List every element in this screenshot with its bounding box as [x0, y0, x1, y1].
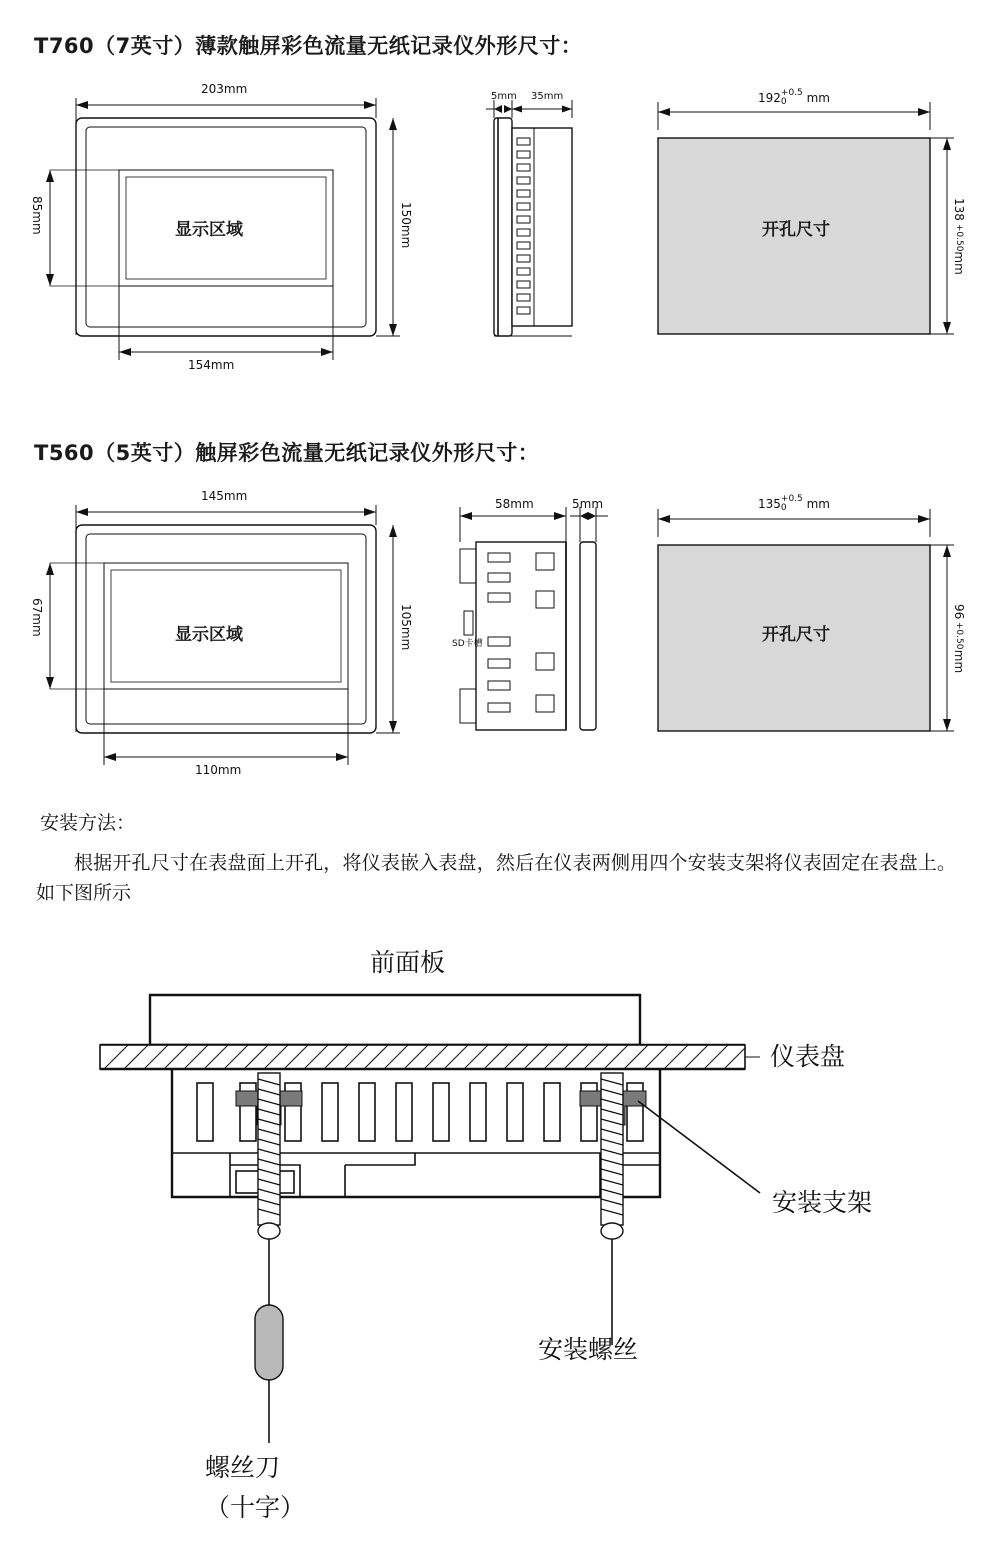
- bracket-label: 安装支架: [772, 1188, 873, 1217]
- t560-front-width-dim: 145mm: [201, 489, 248, 503]
- front-panel-label: 前面板: [370, 948, 446, 977]
- t760-cutout-width-unit: mm: [806, 91, 830, 105]
- screwdriver-label: 螺丝刀: [205, 1453, 281, 1482]
- t760-side-front-thickness-dim: 5mm: [491, 91, 517, 102]
- t560-cutout-height-tol-lower: 0: [954, 644, 964, 650]
- t560-cutout-height-unit: mm: [952, 649, 966, 674]
- t560-cutout-height-dim: [952, 604, 966, 673]
- install-heading: 安装方法：: [40, 812, 136, 834]
- t760-cutout-width-dim: [758, 89, 830, 107]
- t560-display-height-dim: 67mm: [30, 598, 44, 637]
- t760-cutout-height-unit: mm: [952, 251, 966, 275]
- t760-display-area-label: 显示区域: [175, 220, 243, 240]
- t560-display-width-dim: 110mm: [195, 763, 242, 777]
- t760-section-title: T760（7英寸）薄款触屏彩色流量无纸记录仪外形尺寸：: [34, 34, 583, 58]
- t560-cutout-width-tol-lower: 0: [780, 503, 787, 513]
- t560-sd-slot-label: SD卡槽: [452, 639, 483, 649]
- install-paragraph: 根据开孔尺寸在表盘面上开孔，将仪表嵌入表盘，然后在仪表两侧用四个安装支架将仪表固定在表盘上。如下图所示: [36, 852, 956, 904]
- t560-cutout-drawing: [640, 487, 990, 807]
- t560-cutout-width-tol-upper: +0.5: [780, 494, 803, 504]
- t560-side-front-thickness-dim: 5mm: [572, 497, 604, 511]
- t760-cutout-height-tol-lower: 0: [954, 245, 964, 252]
- t560-display-area-label: 显示区域: [175, 625, 243, 645]
- t560-cutout-height-tol-upper: +0.5: [954, 622, 964, 645]
- t760-side-depth-dim: 35mm: [531, 91, 564, 102]
- t560-cutout-height-value: 96: [952, 604, 966, 620]
- screwdriver-sub-label: （十字）: [205, 1493, 306, 1522]
- t560-front-height-dim: 105mm: [399, 604, 413, 651]
- t760-cutout-height-dim: [952, 198, 966, 275]
- t760-front-height-dim: 150mm: [399, 202, 413, 249]
- t760-front-width-dim: 203mm: [201, 82, 248, 96]
- t760-cutout-width-tol-lower: 0: [780, 97, 787, 107]
- t760-cutout-height-value: 138: [952, 198, 966, 221]
- panel-label: 仪表盘: [770, 1042, 846, 1071]
- t760-cutout-width-tol-upper: +0.5: [780, 88, 803, 98]
- t560-cutout-width-value: 135: [758, 497, 781, 511]
- screw-label: 安装螺丝: [538, 1335, 639, 1364]
- t760-display-width-dim: 154mm: [188, 358, 235, 372]
- t560-cutout-width-dim: [758, 495, 830, 513]
- t760-cutout-area-label: 开孔尺寸: [762, 220, 830, 240]
- t560-cutout-area-label: 开孔尺寸: [762, 625, 830, 645]
- t760-cutout-height-tol-upper: +0.5: [954, 223, 964, 246]
- t760-display-height-dim: 85mm: [30, 196, 44, 235]
- t760-cutout-width-value: 192: [758, 91, 781, 105]
- t560-cutout-width-unit: mm: [806, 497, 830, 511]
- t560-side-depth-dim: 58mm: [495, 497, 534, 511]
- t560-section-title: T560（5英寸）触屏彩色流量无纸记录仪外形尺寸：: [34, 441, 540, 465]
- t760-cutout-drawing: [640, 80, 990, 420]
